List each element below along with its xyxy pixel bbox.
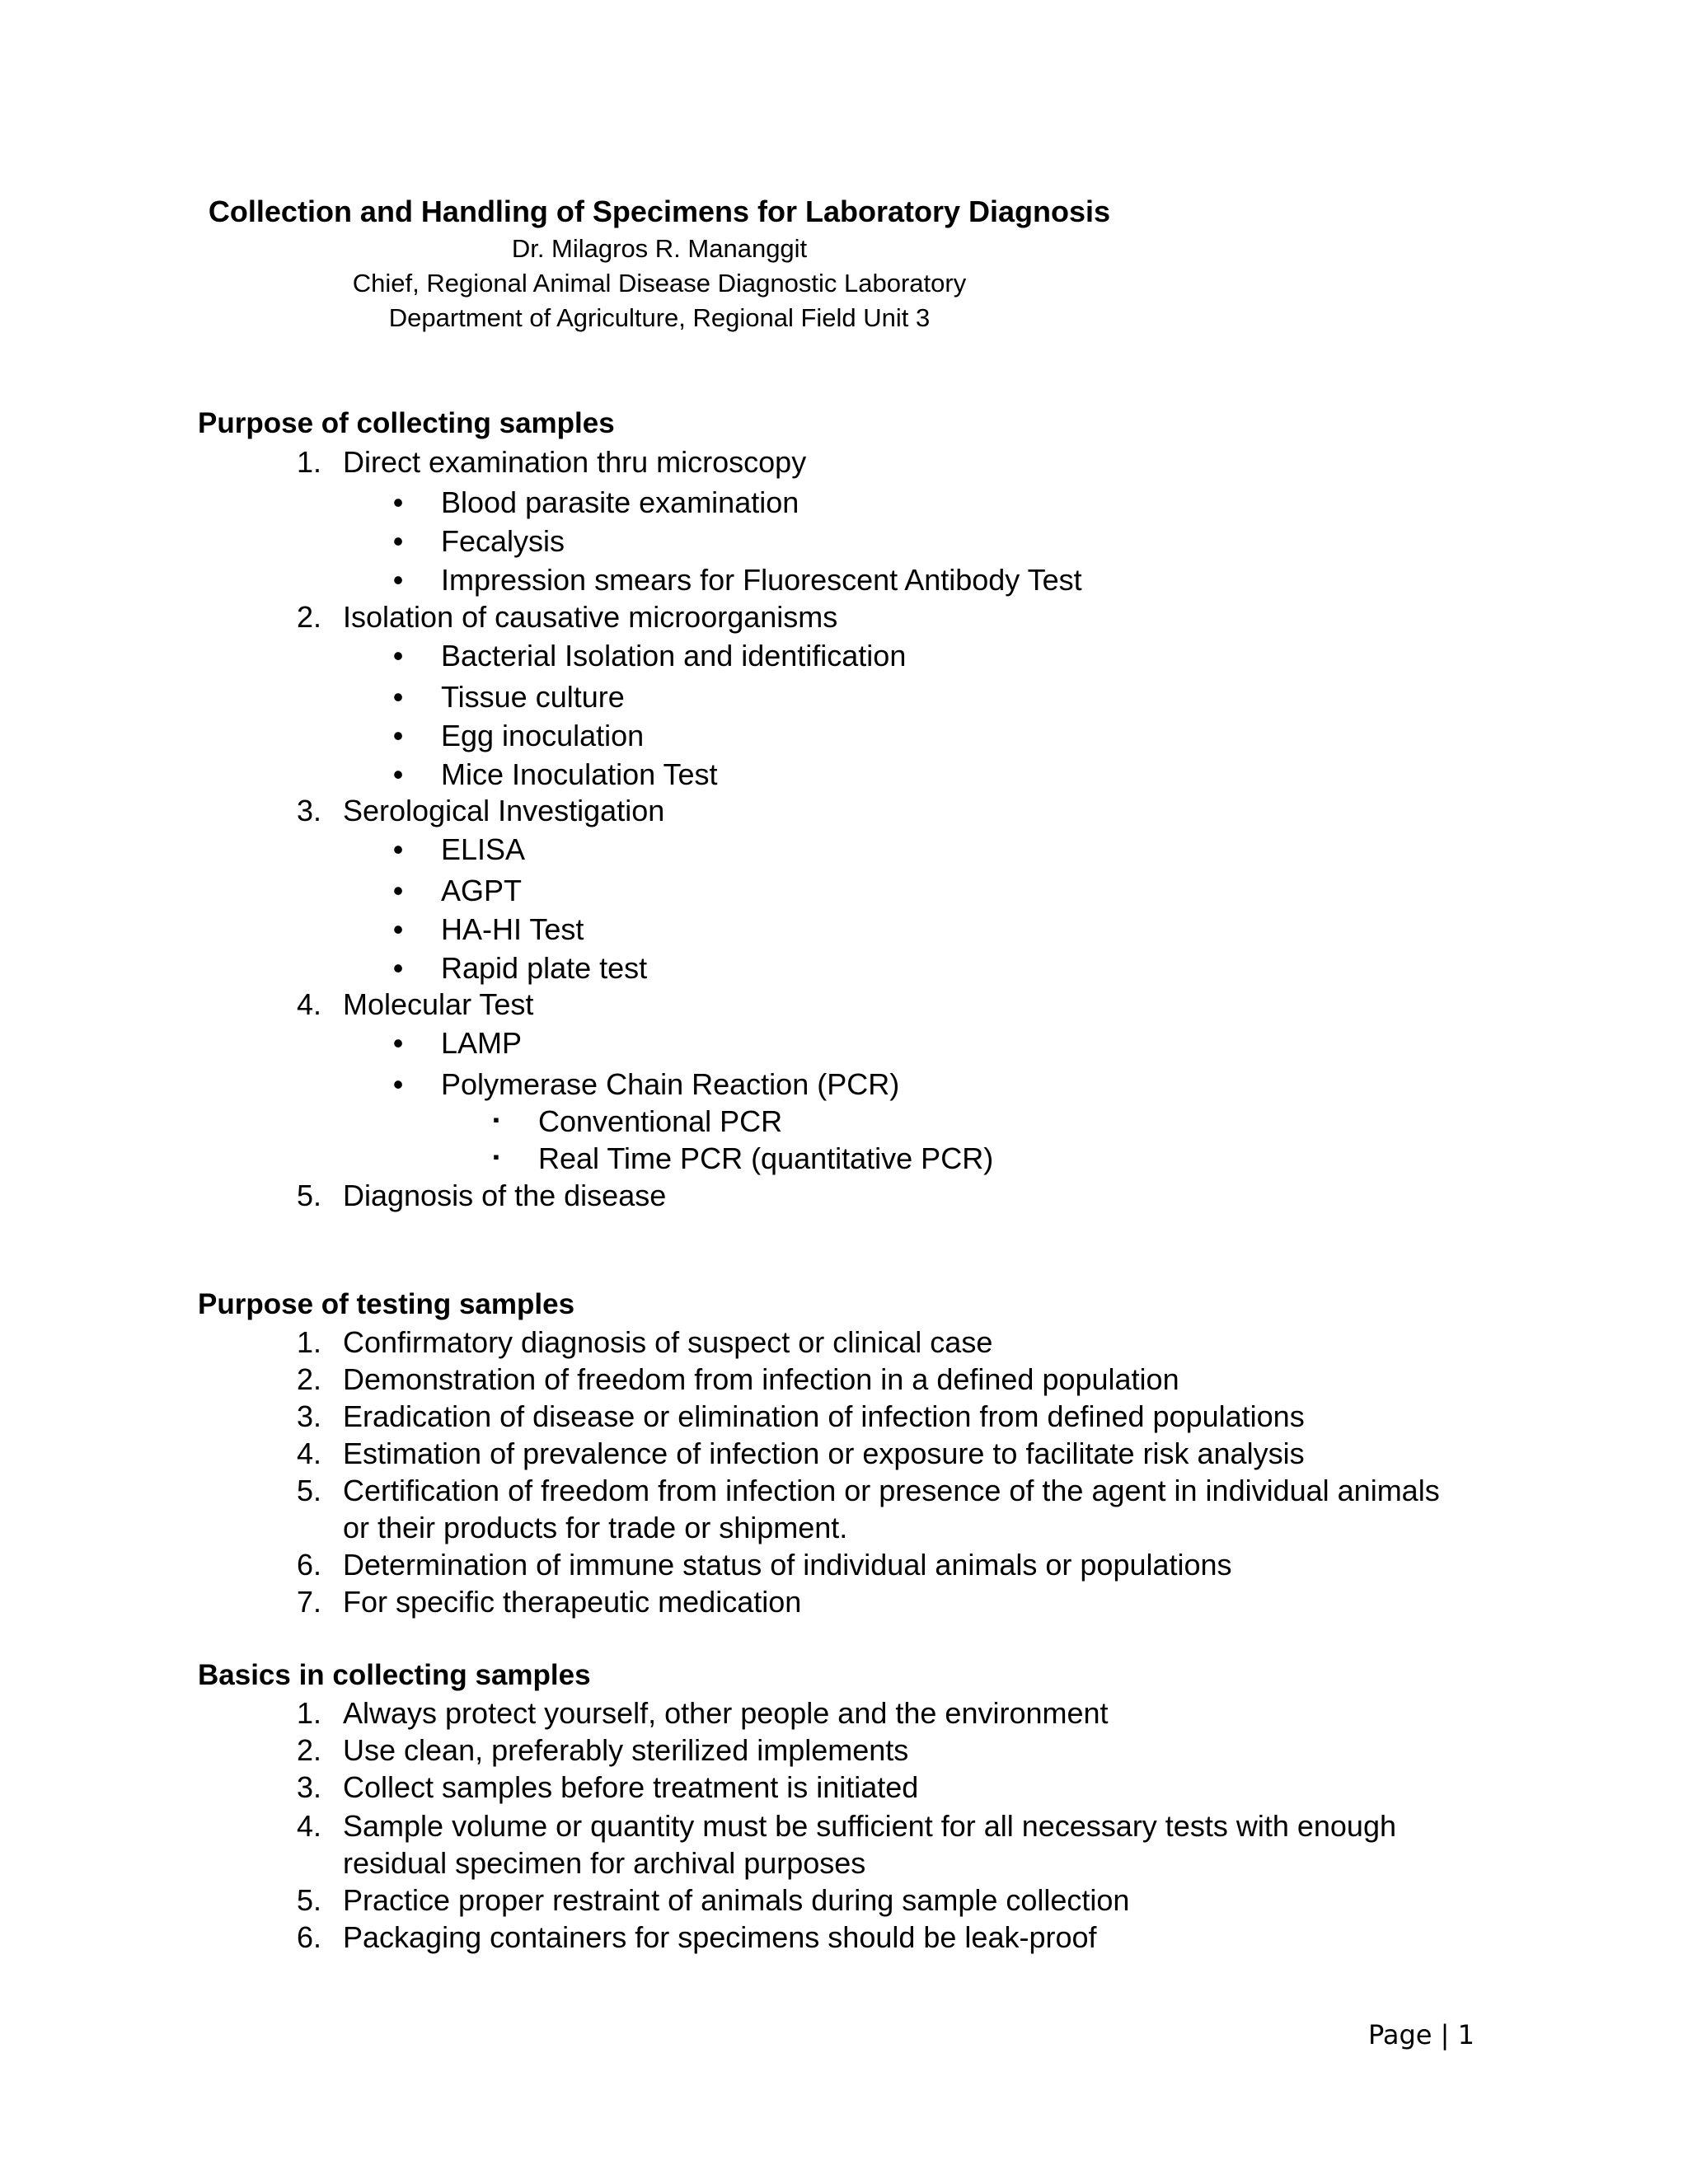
bullet-dot-icon: •	[392, 874, 404, 907]
bullet-dot-icon: •	[392, 832, 404, 866]
item-text: Eradication of disease or elimination of infection from defined populations	[343, 1399, 1305, 1433]
bullet-text: HA-HI Test	[441, 912, 584, 946]
item-number: 2.	[296, 1362, 321, 1396]
item-text: Certification of freedom from infection or presence of the agent in individual animals	[343, 1474, 1440, 1507]
item-text: Collect samples before treatment is initiated	[343, 1770, 919, 1804]
item-text: Demonstration of freedom from infection in a defined population	[343, 1362, 1179, 1396]
item-number: 2.	[296, 600, 321, 634]
item-text: Serological Investigation	[343, 794, 665, 827]
section-heading-testing: Purpose of testing samples	[198, 1288, 575, 1320]
item-text: Estimation of prevalence of infection or exposure to facilitate risk analysis	[343, 1436, 1305, 1470]
item-text: Packaging containers for specimens should be leak-proof	[343, 1920, 1097, 1954]
bullet-text: Polymerase Chain Reaction (PCR)	[441, 1067, 900, 1101]
sub-bullet-text: Conventional PCR	[538, 1104, 783, 1138]
item-text: Use clean, preferably sterilized implements	[343, 1733, 909, 1767]
item-text: Molecular Test	[343, 987, 534, 1021]
bullet-text: Impression smears for Fluorescent Antibody Test	[441, 563, 1082, 597]
section-heading-basics: Basics in collecting samples	[198, 1659, 591, 1691]
item-number: 6.	[296, 1548, 321, 1582]
item-text: residual specimen for archival purposes	[343, 1846, 866, 1880]
bullet-text: Blood parasite examination	[441, 485, 799, 519]
item-number: 3.	[296, 794, 321, 827]
bullet-text: Bacterial Isolation and identification	[441, 639, 907, 673]
square-bullet-icon: ▪	[493, 1146, 499, 1167]
author-name: Dr. Milagros R. Mananggit	[511, 234, 808, 263]
section-heading-collecting: Purpose of collecting samples	[198, 407, 615, 439]
item-text: Diagnosis of the disease	[343, 1179, 667, 1212]
sub-bullet-text: Real Time PCR (quantitative PCR)	[538, 1141, 994, 1175]
bullet-dot-icon: •	[392, 1067, 404, 1101]
page-footer	[1368, 2019, 1475, 2050]
item-text: Direct examination thru microscopy	[343, 445, 807, 479]
page-separator: |	[1440, 2019, 1450, 2050]
page-number: 1	[1457, 2019, 1475, 2050]
item-text: or their products for trade or shipment.	[343, 1511, 848, 1544]
item-number: 5.	[296, 1883, 321, 1917]
bullet-dot-icon: •	[392, 912, 404, 946]
item-number: 3.	[296, 1399, 321, 1433]
bullet-dot-icon: •	[392, 757, 404, 791]
item-number: 2.	[296, 1733, 321, 1767]
bullet-dot-icon: •	[392, 485, 404, 519]
document-title: Collection and Handling of Specimens for Laboratory Diagnosis	[208, 194, 1111, 228]
item-number: 3.	[296, 1770, 321, 1804]
item-number: 1.	[296, 1696, 321, 1730]
item-number: 4.	[296, 1436, 321, 1470]
item-number: 1.	[296, 1325, 321, 1359]
bullet-dot-icon: •	[392, 680, 404, 714]
bullet-dot-icon: •	[392, 1026, 404, 1060]
bullet-text: Mice Inoculation Test	[441, 757, 718, 791]
item-text: Isolation of causative microorganisms	[343, 600, 838, 634]
item-number: 4.	[296, 1809, 321, 1843]
bullet-text: Tissue culture	[441, 680, 625, 714]
item-text: Always protect yourself, other people and the environment	[343, 1696, 1109, 1730]
item-number: 7.	[296, 1585, 321, 1619]
square-bullet-icon: ▪	[493, 1109, 499, 1130]
bullet-text: LAMP	[441, 1026, 523, 1060]
item-number: 6.	[296, 1920, 321, 1954]
item-text: Practice proper restraint of animals during sample collection	[343, 1883, 1130, 1917]
bullet-text: Egg inoculation	[441, 719, 645, 752]
bullet-text: Rapid plate test	[441, 951, 648, 985]
item-text: Determination of immune status of individual animals or populations	[343, 1548, 1232, 1582]
item-text: Confirmatory diagnosis of suspect or clinical case	[343, 1325, 993, 1359]
item-text: Sample volume or quantity must be sufficient for all necessary tests with enough	[343, 1809, 1396, 1843]
page-label: Page	[1368, 2019, 1432, 2050]
item-number: 4.	[296, 987, 321, 1021]
bullet-dot-icon: •	[392, 639, 404, 673]
item-number: 1.	[296, 445, 321, 479]
item-number: 5.	[296, 1179, 321, 1212]
item-text: For specific therapeutic medication	[343, 1585, 802, 1619]
author-organization: Department of Agriculture, Regional Field Unit 3	[388, 303, 931, 332]
bullet-dot-icon: •	[392, 563, 404, 597]
bullet-text: AGPT	[441, 874, 523, 907]
bullet-dot-icon: •	[392, 524, 404, 558]
bullet-text: ELISA	[441, 832, 526, 866]
item-number: 5.	[296, 1474, 321, 1507]
author-position: Chief, Regional Animal Disease Diagnostic Laboratory	[352, 269, 967, 298]
bullet-dot-icon: •	[392, 951, 404, 985]
bullet-text: Fecalysis	[441, 524, 565, 558]
bullet-dot-icon: •	[392, 719, 404, 752]
